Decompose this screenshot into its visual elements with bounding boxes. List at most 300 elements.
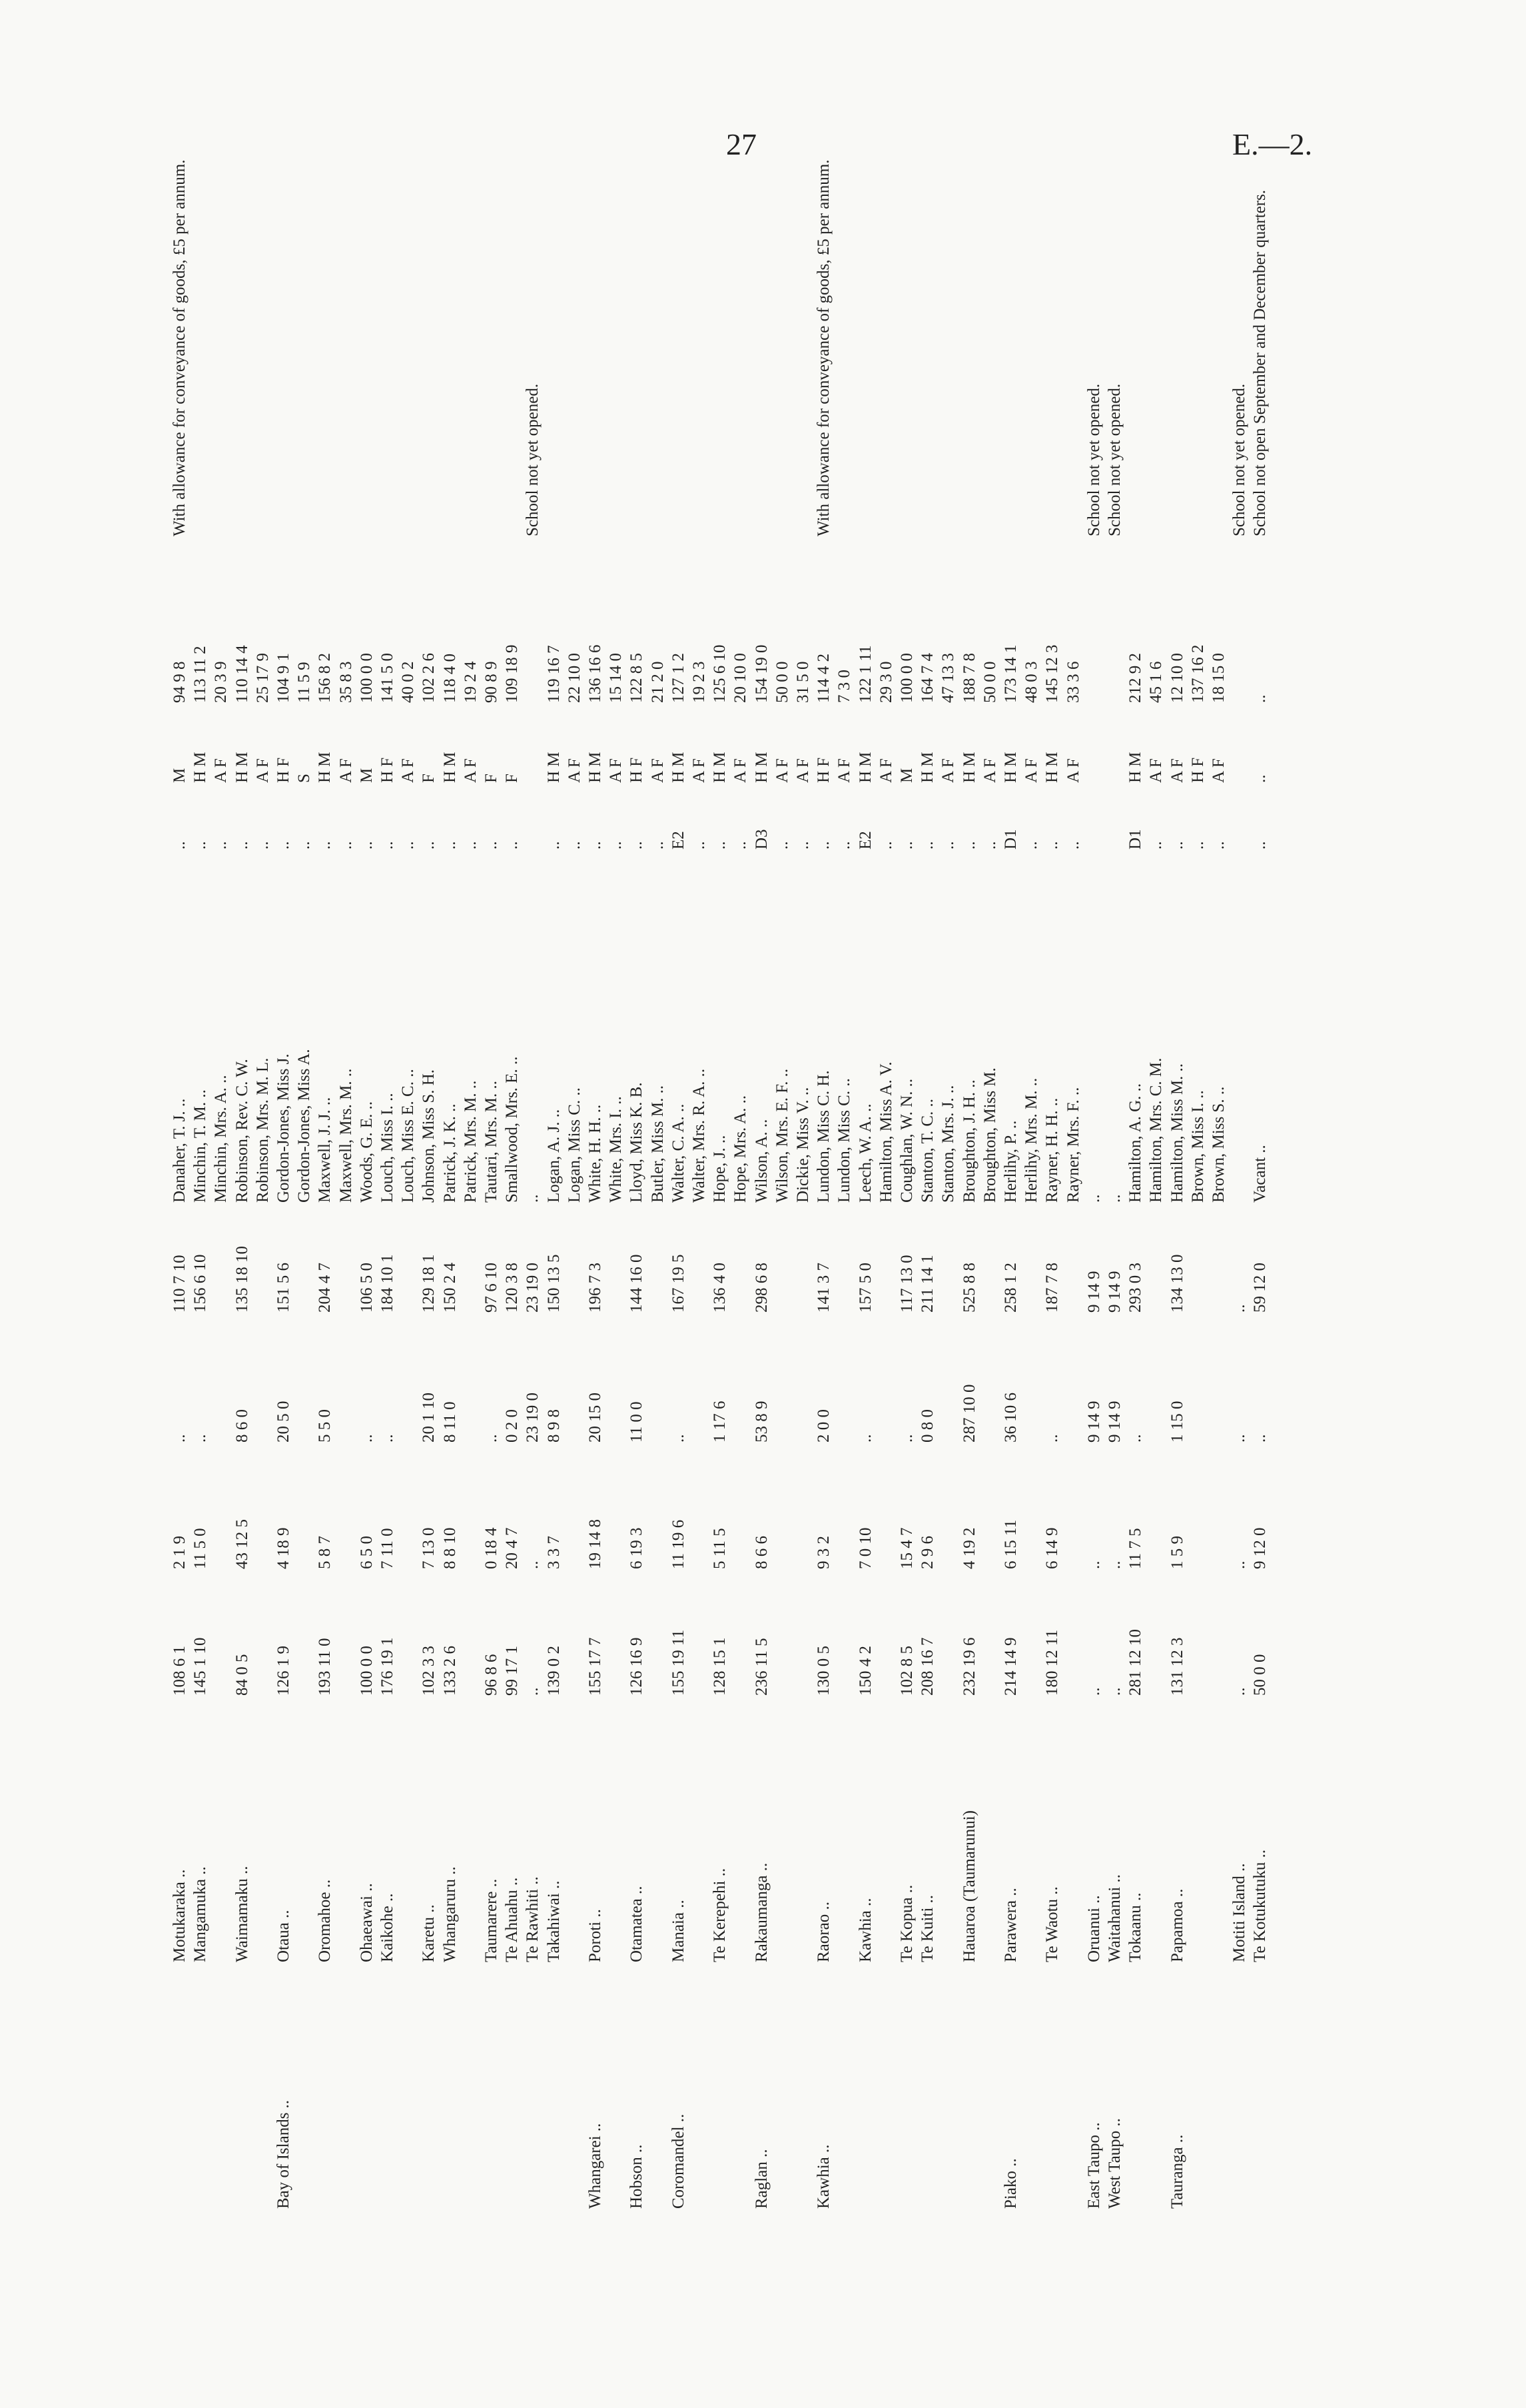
teacher-cell: Rayner, H. H. .. (1043, 1097, 1062, 1203)
total-cell: 211 14 1 (919, 1255, 937, 1313)
amount-col-2: 7 0 10 (856, 1527, 875, 1569)
position-cell: A F (939, 758, 958, 783)
teacher-cell: Johnson, Miss S. H. (420, 1069, 438, 1203)
salary-cell: 125 6 10 (711, 644, 729, 703)
position-cell: A F (648, 758, 667, 783)
table-row (1105, 90, 1125, 2222)
total-cell: 23 19 0 (524, 1263, 542, 1313)
position-cell: A F (980, 758, 999, 783)
amount-col-3: 0 8 0 (919, 1409, 937, 1443)
table-row (191, 90, 210, 2222)
position-cell: H M (1002, 752, 1020, 783)
grade-cell: .. (1168, 841, 1186, 850)
remarks-cell: School not yet opened. (1106, 383, 1124, 536)
table-row (793, 90, 813, 2222)
grade-cell: .. (482, 841, 500, 850)
position-cell: A F (336, 758, 355, 783)
salary-cell: 35 8 3 (336, 661, 355, 703)
grade-cell: .. (420, 841, 438, 850)
district-cell: Kawhia .. (815, 2144, 833, 2209)
position-cell: A F (212, 758, 230, 783)
amount-col-3: .. (856, 1434, 875, 1443)
table-row (877, 90, 897, 2222)
salary-cell: 137 16 2 (1188, 644, 1207, 703)
total-cell: 298 6 8 (752, 1263, 771, 1313)
table-row (752, 90, 772, 2222)
table-row (814, 90, 834, 2222)
school-cell: Kawhia .. (856, 1898, 875, 1962)
amount-col-2: 6 5 0 (357, 1536, 376, 1569)
amount-col-3: 2 0 0 (815, 1409, 833, 1443)
grade-cell: .. (919, 841, 937, 850)
table-row (1230, 90, 1250, 2222)
table-row (1146, 90, 1166, 2222)
table-row (232, 90, 252, 2222)
salary-cell: 173 14 1 (1002, 644, 1020, 703)
position-cell: H M (191, 752, 210, 783)
amount-col-3: .. (357, 1434, 376, 1443)
total-cell: 59 12 0 (1251, 1263, 1270, 1313)
grade-cell: .. (877, 841, 895, 850)
amount-col-1: 99 17 1 (503, 1646, 522, 1696)
teacher-cell: White, H. H. .. (586, 1104, 604, 1203)
amount-col-1: 102 8 5 (898, 1646, 916, 1696)
amount-col-3: 20 15 0 (586, 1393, 604, 1443)
amount-col-1: 214 14 9 (1002, 1637, 1020, 1696)
amount-col-3: .. (1126, 1434, 1145, 1443)
amount-col-1: 176 19 1 (378, 1637, 396, 1696)
total-cell: 187 7 8 (1043, 1263, 1062, 1313)
school-cell: Papamoa .. (1168, 1888, 1186, 1962)
salary-cell: 212 9 2 (1126, 653, 1145, 703)
table-row (960, 90, 980, 2222)
position-cell: M (171, 768, 189, 783)
amount-col-1: 126 1 9 (274, 1646, 292, 1696)
amount-col-3: 36 10 6 (1002, 1393, 1020, 1443)
position-cell: A F (877, 758, 895, 783)
table-row (294, 90, 314, 2222)
grade-cell: .. (711, 841, 729, 850)
position-cell: H F (627, 757, 646, 783)
table-row (211, 90, 231, 2222)
teacher-cell: Danaher, T. J. .. (171, 1098, 189, 1203)
grade-cell: .. (1251, 841, 1270, 850)
teacher-cell: Herlihy, Mrs. M. .. (1022, 1077, 1041, 1203)
amount-col-1: 281 12 10 (1126, 1629, 1145, 1696)
teacher-cell: Gordon-Jones, Miss A. (295, 1049, 314, 1203)
amount-col-2: 20 4 7 (503, 1527, 522, 1569)
school-cell: Tokaanu .. (1126, 1892, 1145, 1962)
remarks-cell: School not yet opened. (1084, 383, 1103, 536)
teacher-cell: Lundon, Miss C. H. (815, 1070, 833, 1203)
position-cell: A F (565, 758, 583, 783)
total-cell: 156 6 10 (191, 1254, 210, 1313)
amount-col-3: 8 9 8 (544, 1409, 563, 1443)
position-cell: A F (253, 758, 272, 783)
teacher-cell: Hamilton, Miss A. V. (877, 1061, 895, 1203)
school-cell: Te Kerepehi .. (711, 1868, 729, 1962)
table-row (461, 90, 481, 2222)
position-cell: H M (1043, 752, 1062, 783)
total-cell: 97 6 10 (482, 1263, 500, 1313)
teacher-cell: Wilson, A. .. (752, 1119, 771, 1203)
salary-cell: 104 9 1 (274, 653, 292, 703)
amount-col-2: 4 19 2 (960, 1527, 978, 1569)
table-row (606, 90, 626, 2222)
salary-cell: 122 1 11 (856, 645, 875, 703)
table-row (1250, 90, 1270, 2222)
amount-col-1: 96 8 6 (482, 1654, 500, 1696)
amount-col-2: 3 3 7 (544, 1536, 563, 1569)
teacher-cell: Hope, Mrs. A. .. (731, 1095, 750, 1203)
position-cell: A F (690, 758, 708, 783)
total-cell: 150 2 4 (440, 1263, 459, 1313)
remarks-cell: School not yet opened. (1230, 383, 1249, 536)
grade-cell: .. (378, 841, 396, 850)
salary-cell: 136 16 6 (586, 644, 604, 703)
district-cell: Hobson .. (627, 2144, 646, 2209)
grade-cell: .. (274, 841, 292, 850)
grade-cell: .. (815, 841, 833, 850)
school-cell: Waitahanui .. (1106, 1874, 1124, 1962)
amount-col-1: 193 11 0 (316, 1638, 334, 1696)
total-cell: 120 3 8 (503, 1263, 522, 1313)
salary-cell: 25 17 9 (253, 653, 272, 703)
amount-col-2: 1 5 9 (1168, 1536, 1186, 1569)
amount-col-1: 145 1 10 (191, 1637, 210, 1696)
district-cell: Piako .. (1002, 2158, 1020, 2209)
grade-cell: .. (191, 841, 210, 850)
salary-cell: 94 9 8 (171, 661, 189, 703)
grade-cell: .. (544, 841, 563, 850)
teacher-cell: Lloyd, Miss K. B. (627, 1082, 646, 1203)
amount-col-2: 8 6 6 (752, 1536, 771, 1569)
amount-col-2: 43 12 5 (232, 1519, 251, 1569)
district-cell: Bay of Islands .. (274, 2100, 292, 2209)
salary-cell: 7 3 0 (835, 670, 854, 703)
table-row (1022, 90, 1042, 2222)
total-cell: 204 4 7 (316, 1263, 334, 1313)
grade-cell: .. (980, 841, 999, 850)
amount-col-2: 2 1 9 (171, 1536, 189, 1569)
position-cell: A F (399, 758, 418, 783)
position-cell: H M (669, 752, 687, 783)
position-cell: H M (316, 752, 334, 783)
teacher-cell: Leech, W. A. .. (856, 1103, 875, 1203)
amount-col-3: 0 2 0 (503, 1409, 522, 1443)
total-cell: 106 5 0 (357, 1263, 376, 1313)
school-cell: Karetu .. (420, 1904, 438, 1962)
salary-cell: 113 11 2 (191, 646, 210, 703)
grade-cell: .. (835, 841, 854, 850)
amount-col-3: 287 10 0 (960, 1384, 978, 1443)
position-cell: M (898, 768, 916, 783)
position-cell: H F (1188, 757, 1207, 783)
amount-col-3: 8 11 0 (440, 1401, 459, 1443)
position-cell: A F (1064, 758, 1082, 783)
amount-col-3: .. (378, 1434, 396, 1443)
teacher-cell: Minchin, T. M. .. (191, 1089, 210, 1203)
amount-col-2: 11 5 0 (191, 1528, 210, 1569)
grade-cell: .. (690, 841, 708, 850)
position-cell: H M (232, 752, 251, 783)
amount-col-3: 8 6 0 (232, 1409, 251, 1443)
amount-col-2: 15 4 7 (898, 1527, 916, 1569)
salary-cell: 110 14 4 (232, 645, 251, 703)
teacher-cell: Patrick, J. K. .. (440, 1103, 459, 1203)
teacher-cell: Robinson, Rev. C. W. (232, 1059, 251, 1203)
teacher-cell: Logan, A. J. .. (544, 1109, 563, 1203)
position-cell: A F (731, 758, 750, 783)
table-row (669, 90, 689, 2222)
school-cell: Te Waotu .. (1043, 1886, 1062, 1962)
table-row (710, 90, 730, 2222)
table-row (419, 90, 439, 2222)
table-row (378, 90, 398, 2222)
grade-cell: E2 (669, 831, 687, 850)
salary-cell: 118 4 0 (440, 653, 459, 703)
school-cell: Hauaroa (Taumarunui) (960, 1810, 978, 1962)
amount-col-2: 6 14 9 (1043, 1527, 1062, 1569)
table-row (1188, 90, 1208, 2222)
position-cell: F (482, 774, 500, 783)
salary-cell: 100 0 0 (898, 653, 916, 703)
teacher-cell: Brown, Miss S. .. (1210, 1086, 1228, 1203)
table-row (773, 90, 793, 2222)
grade-cell: .. (316, 841, 334, 850)
salary-cell: 29 3 0 (877, 661, 895, 703)
amount-col-2: 9 3 2 (815, 1536, 833, 1569)
teacher-cell: White, Mrs. I. .. (607, 1096, 625, 1203)
grade-cell: .. (295, 841, 314, 850)
salary-cell: 20 3 9 (212, 661, 230, 703)
position-cell: H F (378, 757, 396, 783)
teacher-cell: Walter, Mrs. R. A. .. (690, 1068, 708, 1203)
grade-cell: .. (1022, 841, 1041, 850)
teacher-cell: Vacant .. (1251, 1145, 1270, 1203)
amount-col-3: 53 8 9 (752, 1401, 771, 1443)
table-row (440, 90, 460, 2222)
amount-col-1: 236 11 5 (752, 1638, 771, 1696)
position-cell: H M (440, 752, 459, 783)
total-cell: 525 8 8 (960, 1263, 978, 1313)
position-cell: A F (1147, 758, 1166, 783)
position-cell: H M (711, 752, 729, 783)
salary-cell: 40 0 2 (399, 661, 418, 703)
position-cell: H M (544, 752, 563, 783)
school-salary-table (143, 90, 1289, 2222)
position-cell: F (420, 774, 438, 783)
school-cell: Te Ahuahu .. (503, 1877, 522, 1962)
table-row (627, 90, 647, 2222)
amount-col-1: 108 6 1 (171, 1646, 189, 1696)
amount-col-1: .. (1106, 1687, 1124, 1696)
table-row (980, 90, 1000, 2222)
table-row (274, 90, 294, 2222)
teacher-cell: Hope, J. .. (711, 1135, 729, 1203)
amount-col-1: 232 19 6 (960, 1637, 978, 1696)
grade-cell: .. (898, 841, 916, 850)
salary-cell: 48 0 3 (1022, 661, 1041, 703)
teacher-cell: Tautari, Mrs. M. .. (482, 1081, 500, 1203)
amount-col-1: 155 19 11 (669, 1629, 687, 1696)
district-cell: Coromandel .. (669, 2113, 687, 2209)
school-cell: Manaia .. (669, 1900, 687, 1962)
total-cell: .. (1230, 1304, 1249, 1313)
table-row (731, 90, 751, 2222)
table-row (1168, 90, 1188, 2222)
table-row (315, 90, 335, 2222)
salary-cell: 45 1 6 (1147, 661, 1166, 703)
school-cell: Otamatea .. (627, 1886, 646, 1962)
table-row (253, 90, 273, 2222)
table-row (939, 90, 958, 2222)
amount-col-3: 20 5 0 (274, 1401, 292, 1443)
teacher-cell: Butler, Miss M. .. (648, 1085, 667, 1203)
grade-cell: .. (1064, 841, 1082, 850)
salary-cell: 11 5 9 (295, 662, 314, 703)
teacher-cell: Stanton, Mrs. J. .. (939, 1085, 958, 1203)
school-cell: Waimamaku .. (232, 1866, 251, 1962)
school-cell: Oruanui .. (1084, 1895, 1103, 1962)
teacher-cell: Lundon, Miss C. .. (835, 1078, 854, 1203)
grade-cell: .. (773, 841, 791, 850)
grade-cell: .. (253, 841, 272, 850)
grade-cell: .. (939, 841, 958, 850)
salary-cell: 22 10 0 (565, 653, 583, 703)
school-cell: Rakaumanga .. (752, 1862, 771, 1962)
table-row (585, 90, 605, 2222)
table-row (897, 90, 917, 2222)
salary-cell: 102 2 6 (420, 653, 438, 703)
grade-cell: .. (960, 841, 978, 850)
teacher-cell: .. (524, 1194, 542, 1203)
district-cell: Whangarei .. (586, 2123, 604, 2209)
position-cell: A F (1022, 758, 1041, 783)
amount-col-2: .. (1230, 1560, 1249, 1569)
amount-col-2: .. (1084, 1560, 1103, 1569)
salary-cell: 21 2 0 (648, 661, 667, 703)
school-cell: Te Rawhiti .. (524, 1876, 542, 1962)
amount-col-3: .. (171, 1434, 189, 1443)
total-cell: 135 18 10 (232, 1246, 251, 1313)
amount-col-1: 208 16 7 (919, 1637, 937, 1696)
position-cell: A F (1210, 758, 1228, 783)
grade-cell: .. (399, 841, 418, 850)
teacher-cell: Minchin, Mrs. A. .. (212, 1075, 230, 1203)
district-cell: West Taupo .. (1106, 2117, 1124, 2209)
amount-col-3: 20 1 10 (420, 1393, 438, 1443)
amount-col-1: 130 0 5 (815, 1646, 833, 1696)
salary-cell: 188 7 8 (960, 653, 978, 703)
amount-col-2: 6 19 3 (627, 1527, 646, 1569)
total-cell: 293 0 3 (1126, 1263, 1145, 1313)
amount-col-3: 1 17 6 (711, 1401, 729, 1443)
salary-cell: 145 12 3 (1043, 644, 1062, 703)
position-cell: H F (274, 757, 292, 783)
amount-col-2: 5 8 7 (316, 1536, 334, 1569)
salary-cell: 31 5 0 (794, 661, 812, 703)
school-cell: Takahiwai .. (544, 1880, 563, 1962)
total-cell: 167 19 5 (669, 1254, 687, 1313)
amount-col-1: 100 0 0 (357, 1646, 376, 1696)
teacher-cell: Hamilton, Mrs. C. M. (1147, 1057, 1166, 1203)
table-row (1084, 90, 1104, 2222)
salary-cell: .. (1251, 694, 1270, 703)
district-cell: Raglan .. (752, 2149, 771, 2209)
page-number: 27 (726, 127, 757, 161)
teacher-cell: Brown, Miss I. .. (1188, 1090, 1207, 1203)
salary-cell: 50 0 0 (980, 661, 999, 703)
amount-col-2: 11 7 5 (1126, 1528, 1145, 1569)
teacher-cell: Maxwell, Mrs. M. .. (336, 1068, 355, 1203)
position-cell: H F (815, 757, 833, 783)
position-cell: A F (773, 758, 791, 783)
total-cell: 9 14 9 (1106, 1271, 1124, 1313)
total-cell: 136 4 0 (711, 1263, 729, 1313)
salary-cell: 100 0 0 (357, 653, 376, 703)
table-row (689, 90, 709, 2222)
position-cell: S (295, 774, 314, 783)
teacher-cell: Louch, Miss E. C. .. (399, 1069, 418, 1203)
remarks-cell: School not open September and December quarters. (1251, 190, 1270, 536)
grade-cell: D1 (1126, 829, 1145, 850)
salary-cell: 114 4 2 (815, 653, 833, 703)
teacher-cell: Rayner, Mrs. F. .. (1064, 1087, 1082, 1203)
grade-cell: .. (336, 841, 355, 850)
table-row (336, 90, 356, 2222)
amount-col-3: 11 0 0 (627, 1401, 646, 1443)
total-cell: 184 10 1 (378, 1254, 396, 1313)
salary-cell: 122 8 5 (627, 653, 646, 703)
position-cell: H M (856, 752, 875, 783)
position-cell: F (503, 774, 522, 783)
total-cell: 129 18 1 (420, 1254, 438, 1313)
school-cell: Ohaeawai .. (357, 1883, 376, 1962)
amount-col-3: .. (1251, 1434, 1270, 1443)
salary-cell: 19 2 4 (461, 661, 480, 703)
amount-col-1: 131 12 3 (1168, 1637, 1186, 1696)
rotated-table-wrapper (143, 90, 1289, 2222)
teacher-cell: Maxwell, J. J. .. (316, 1097, 334, 1203)
salary-cell: 156 8 2 (316, 653, 334, 703)
amount-col-2: 11 19 6 (669, 1519, 687, 1569)
school-cell: Te Kotukutuku .. (1251, 1849, 1270, 1962)
teacher-cell: Stanton, T. C. .. (919, 1098, 937, 1203)
district-cell: Tauranga .. (1168, 2134, 1186, 2209)
school-cell: Poroti .. (586, 1909, 604, 1962)
position-cell: A F (1168, 758, 1186, 783)
teacher-cell: Woods, G. E. .. (357, 1101, 376, 1203)
amount-col-3: 23 19 0 (524, 1393, 542, 1443)
teacher-cell: Logan, Miss C. .. (565, 1087, 583, 1203)
teacher-cell: Hamilton, A. G. .. (1126, 1083, 1145, 1203)
table-row (1209, 90, 1229, 2222)
school-cell: Motukaraka .. (171, 1869, 189, 1962)
amount-col-1: .. (1230, 1687, 1249, 1696)
table-row (565, 90, 585, 2222)
salary-cell: 33 3 6 (1064, 661, 1082, 703)
salary-cell: 90 8 9 (482, 661, 500, 703)
position-cell: A F (607, 758, 625, 783)
school-cell: Otaua .. (274, 1910, 292, 1962)
page-code: E.—2. (1232, 127, 1313, 161)
grade-cell: .. (212, 841, 230, 850)
table-row (1064, 90, 1084, 2222)
amount-col-2: 9 12 0 (1251, 1527, 1270, 1569)
table-row (918, 90, 938, 2222)
salary-cell: 164 7 4 (919, 653, 937, 703)
